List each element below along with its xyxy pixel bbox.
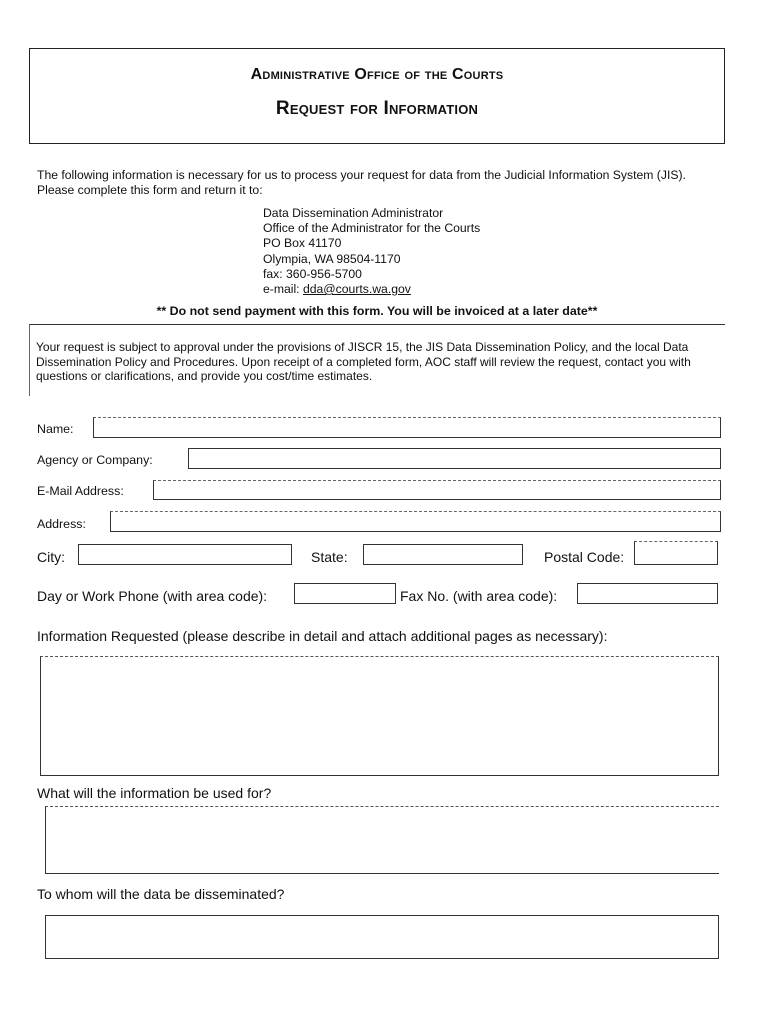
- intro-text: The following information is necessary for us to process your request for data from the Judicial Information System (JIS). Please complete this form and return it to:: [37, 168, 686, 197]
- email-line: [263, 282, 480, 297]
- state-label: State:: [311, 549, 348, 565]
- address-label: Address:: [37, 517, 86, 531]
- agency-input[interactable]: [188, 448, 721, 469]
- info-requested-label: Information Requested (please describe in detail and attach additional pages as necessary):: [37, 628, 608, 644]
- phone-input[interactable]: [294, 583, 396, 604]
- email-address-label: E-Mail Address:: [37, 484, 124, 498]
- name-input[interactable]: [93, 417, 721, 438]
- fax-number: fax: 360-956-5700: [263, 266, 362, 281]
- email-input[interactable]: [153, 480, 721, 500]
- email-prefix: e-mail:: [263, 282, 303, 297]
- disseminate-textarea[interactable]: [45, 915, 719, 959]
- postal-code-label: Postal Code:: [544, 549, 625, 565]
- info-requested-textarea[interactable]: [40, 656, 719, 776]
- disseminate-label: To whom will the data be disseminated?: [37, 886, 285, 902]
- fax-label: Fax No. (with area code):: [400, 588, 558, 604]
- use-label: What will the information be used for?: [37, 785, 272, 801]
- agency-label: Agency or Company:: [37, 453, 153, 467]
- city-label: City:: [37, 549, 65, 565]
- address-line-4: Olympia, WA 98504-1170: [263, 251, 401, 266]
- mailing-address: [263, 206, 480, 297]
- fax-input[interactable]: [577, 583, 718, 604]
- use-textarea[interactable]: [45, 806, 719, 874]
- address-input[interactable]: [110, 511, 721, 532]
- address-line-3: PO Box 41170: [263, 236, 342, 251]
- state-input[interactable]: [363, 544, 523, 565]
- name-label: Name:: [37, 422, 74, 436]
- phone-label: Day or Work Phone (with area code):: [37, 588, 268, 604]
- approval-notice: Your request is subject to approval under the provisions of JISCR 15, the JIS Data Dissemination Policy, and the local Data Dissemination Policy and Procedures. Upon receipt of a completed form, AOC staff will review the request, contact you with questions or clarifications, and provide you cost/time estimates.: [36, 340, 691, 383]
- payment-notice: ** Do not send payment with this form. You will be invoiced at a later date**: [156, 304, 598, 318]
- address-line-2: Office of the Administrator for the Courts: [263, 221, 481, 236]
- email-link[interactable]: dda@courts.wa.gov: [302, 282, 411, 297]
- address-line-1: Data Dissemination Administrator: [263, 206, 444, 220]
- postal-code-input[interactable]: [634, 541, 718, 565]
- office-title: Administrative Office of the Courts: [250, 66, 504, 83]
- header-box: [29, 48, 725, 144]
- city-input[interactable]: [78, 544, 292, 565]
- form-title: Request for Information: [275, 98, 479, 119]
